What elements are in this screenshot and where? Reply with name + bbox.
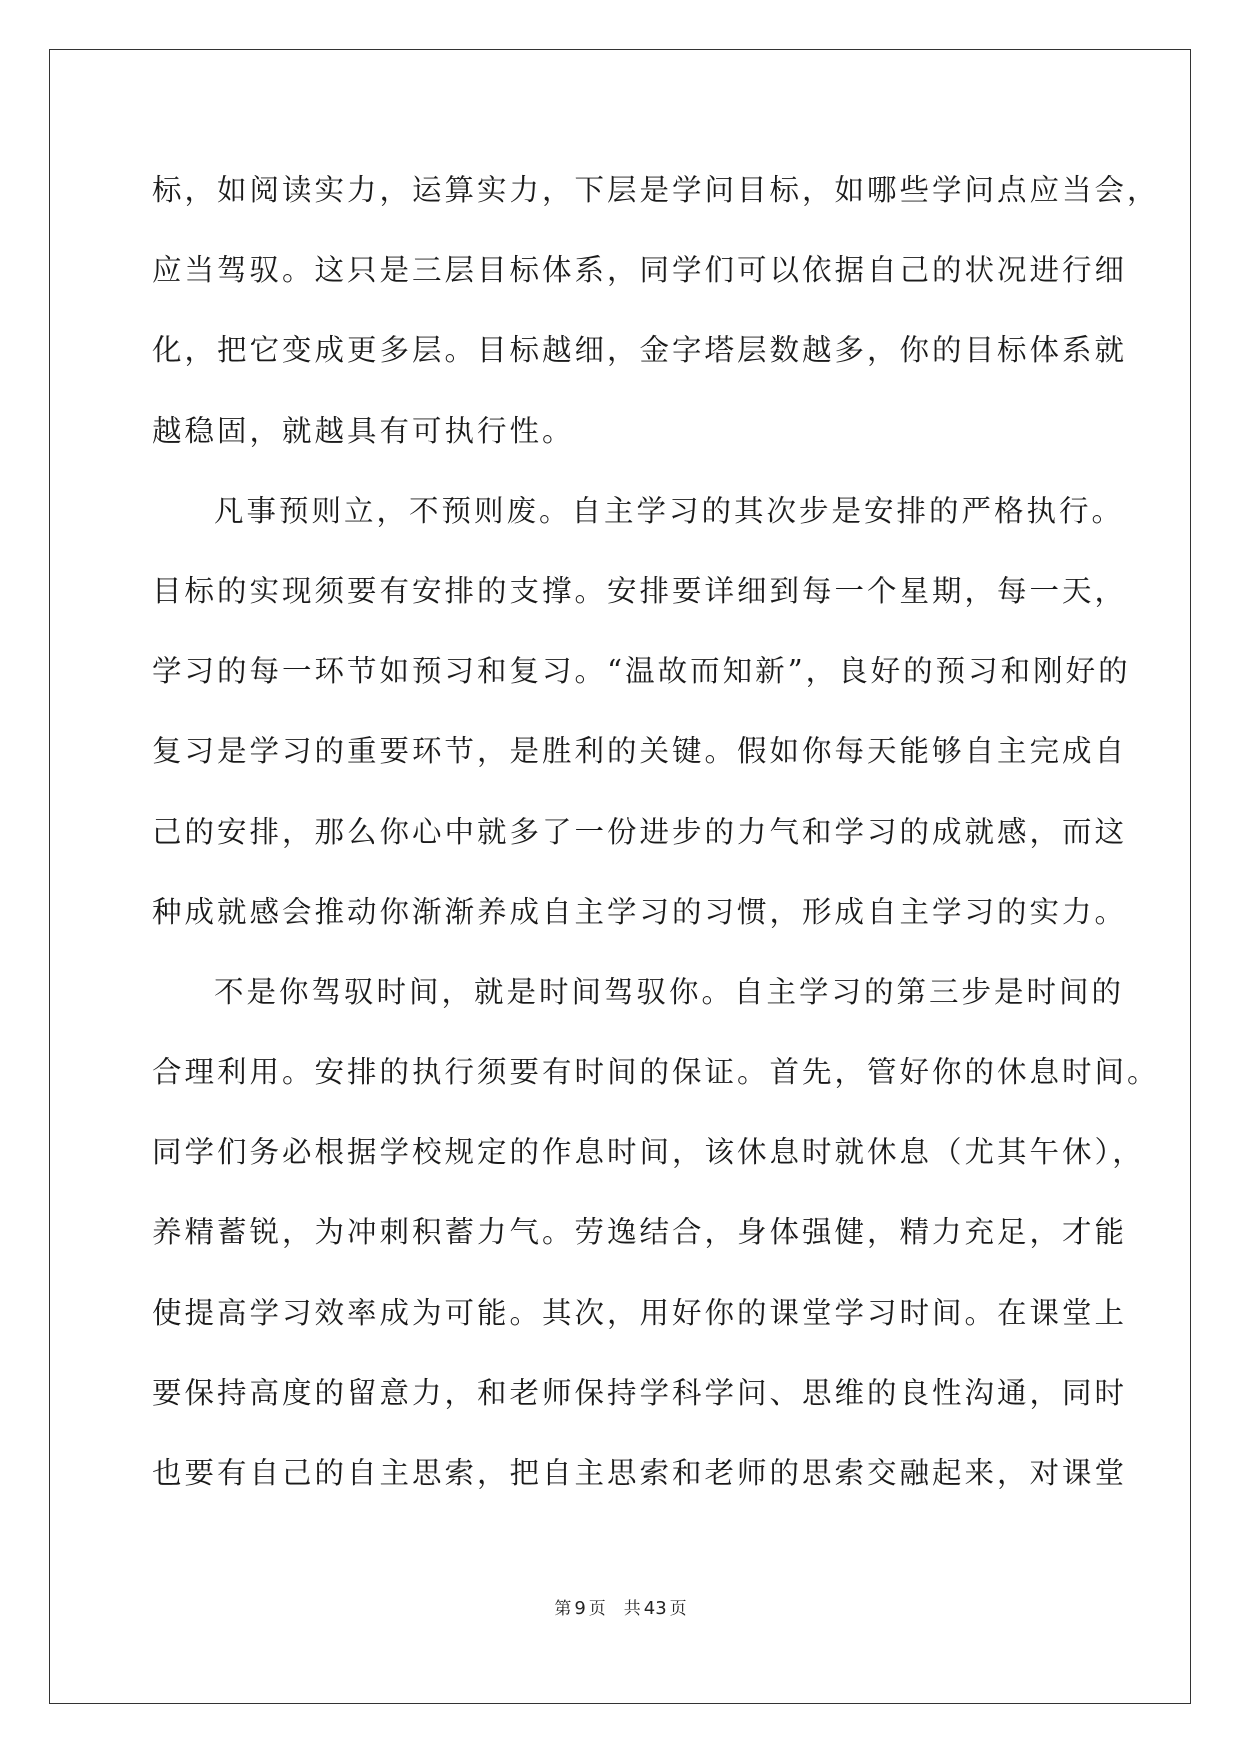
text-line: 复习是学习的重要环节，是胜利的关键。假如你每天能够自主完成自 — [152, 734, 1128, 769]
text-line: 己的安排，那么你心中就多了一份进步的力气和学习的成就感，而这 — [152, 814, 1128, 849]
text-line: 同学们务必根据学校规定的作息时间，该休息时就休息（尤其午休）， — [152, 1135, 1145, 1170]
page-suffix: 页 — [588, 1599, 606, 1619]
text-line: 要保持高度的留意力，和老师保持学科学问、思维的良性沟通，同时 — [152, 1375, 1128, 1410]
text-line: 标，如阅读实力，运算实力，下层是学问目标，如哪些学问点应当会， — [152, 173, 1160, 207]
page-footer — [0, 1597, 1241, 1621]
text-line: 也要有自己的自主思索，把自主思索和老师的思索交融起来，对课堂 — [152, 1456, 1128, 1490]
page-number: 9 — [574, 1598, 586, 1619]
text-line: 目标的实现须要有安排的支撑。安排要详细到每一个星期，每一天， — [152, 573, 1128, 608]
text-line: 使提高学习效率成为可能。其次，用好你的课堂学习时间。在课堂上 — [152, 1295, 1128, 1330]
document-body — [152, 150, 1160, 1513]
text-line: 学习的每一环节如预习和复习。“温故而知新”，良好的预习和刚好的 — [152, 654, 1131, 689]
page-prefix: 第 — [554, 1599, 572, 1619]
text-line: 养精蓄锐，为冲刺积蓄力气。劳逸结合，身体强健，精力充足，才能 — [152, 1215, 1128, 1250]
text-line: 化，把它变成更多层。目标越细，金字塔层数越多，你的目标体系就 — [152, 333, 1128, 368]
text-line: 种成就感会推动你渐渐养成自主学习的习惯，形成自主学习的实力。 — [152, 894, 1128, 929]
total-pages: 43 — [643, 1598, 667, 1619]
text-line: 合理利用。安排的执行须要有时间的保证。首先，管好你的休息时间。 — [152, 1055, 1160, 1090]
text-line-paragraph-start: 不是你驾驭时间，就是时间驾驭你。自主学习的第三步是时间的 — [214, 974, 1125, 1009]
text-line: 越稳固，就越具有可执行性。 — [152, 413, 575, 448]
total-prefix: 共 — [623, 1599, 641, 1619]
text-line: 应当驾驭。这只是三层目标体系，同学们可以依据自己的状况进行细 — [152, 253, 1128, 288]
total-suffix: 页 — [669, 1599, 687, 1619]
text-line-paragraph-start: 凡事预则立，不预则废。自主学习的其次步是安排的严格执行。 — [214, 493, 1125, 528]
